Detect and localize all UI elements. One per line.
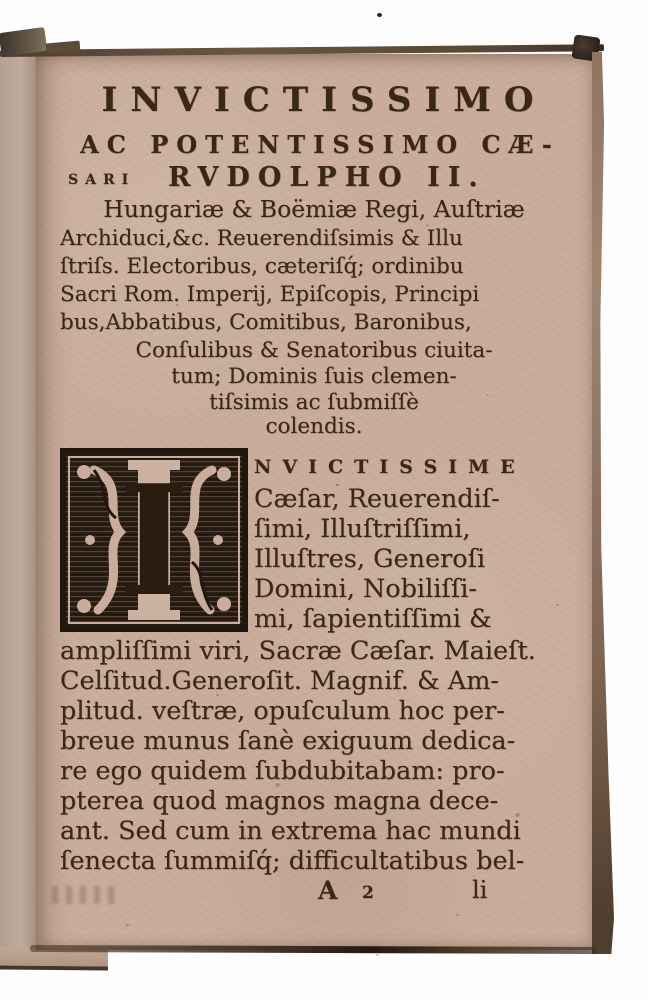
paragraph-line: plitud. veſtræ, opuſculum hoc per- [60, 696, 505, 726]
paragraph-line: pterea quod magnos magna dece- [60, 786, 499, 816]
heading-line-1: INVICTISSIMO [101, 80, 547, 120]
paragraph-line: mi, ſapientiſſimi & [254, 604, 492, 634]
dedication-line: ſtriſs. Electoribus, cæteriſq́; ordinibu [60, 254, 464, 279]
dedication-line: Conſulibus & Senatoribus ciuita- [135, 338, 493, 363]
fore-edge [592, 52, 614, 954]
paragraph-line: breue munus ſanè exiguum dedica- [60, 726, 516, 756]
paragraph-line: Domini, Nobiliſſi- [254, 574, 478, 604]
signature-number: 2 [362, 883, 374, 903]
dedication-line: Archiduci,&c. Reuerendiſsimis & Illu [60, 226, 463, 251]
bottom-board-edge [30, 945, 596, 954]
book-page [36, 54, 596, 950]
heading-line-3-smallcaps: SARI [68, 172, 136, 188]
paragraph-line: ſimi, Illuſtriſſimi, [254, 514, 471, 544]
gutter-facing-page [0, 56, 38, 956]
paragraph-line: Celſitud.Generoſit. Magnif. & Am- [60, 666, 499, 696]
dust-speck [377, 13, 382, 17]
decorated-initial-woodcut [60, 448, 248, 632]
paragraph-line: ampliſſimi viri, Sacræ Cæſar. Maieſt. [60, 636, 536, 666]
paragraph-line: ſenecta ſummiſq́; difficultatibus bel- [60, 846, 525, 876]
dedication-line: Hungariæ & Boëmiæ Regi, Auſtriæ [103, 195, 525, 223]
heading-line-3-main: RVDOLPHO II. [168, 162, 486, 193]
paragraph-line: ant. Sed cum in extrema hac mundi [60, 816, 521, 846]
dedication-line: tiſsimis ac ſubmiſſè [209, 390, 419, 415]
initial-letter: I [118, 451, 190, 630]
heading-line-2: AC POTENTISSIMO CÆ- [80, 130, 560, 159]
dedication-line: tum; Dominis ſuis clemen- [171, 364, 457, 389]
signature-mark: A [318, 876, 338, 905]
dedication-line: bus,Abbatibus, Comitibus, Baronibus, [60, 310, 472, 335]
dedication-line: colendis. [265, 414, 363, 439]
paragraph-line: Illuſtres, Generoſi [254, 544, 486, 574]
catchword: li [472, 876, 488, 904]
dedication-line: Sacri Rom. Imperij, Epiſcopis, Principi [60, 282, 480, 307]
paragraph-line: re ego quidem ſubdubitabam: pro- [60, 756, 505, 786]
heading-line-3 [60, 162, 568, 194]
paragraph-line: Cæſar, Reuerendiſ- [254, 484, 500, 514]
opening-smallcaps: NVICTISSIME [254, 456, 526, 478]
page-footer [36, 876, 596, 910]
